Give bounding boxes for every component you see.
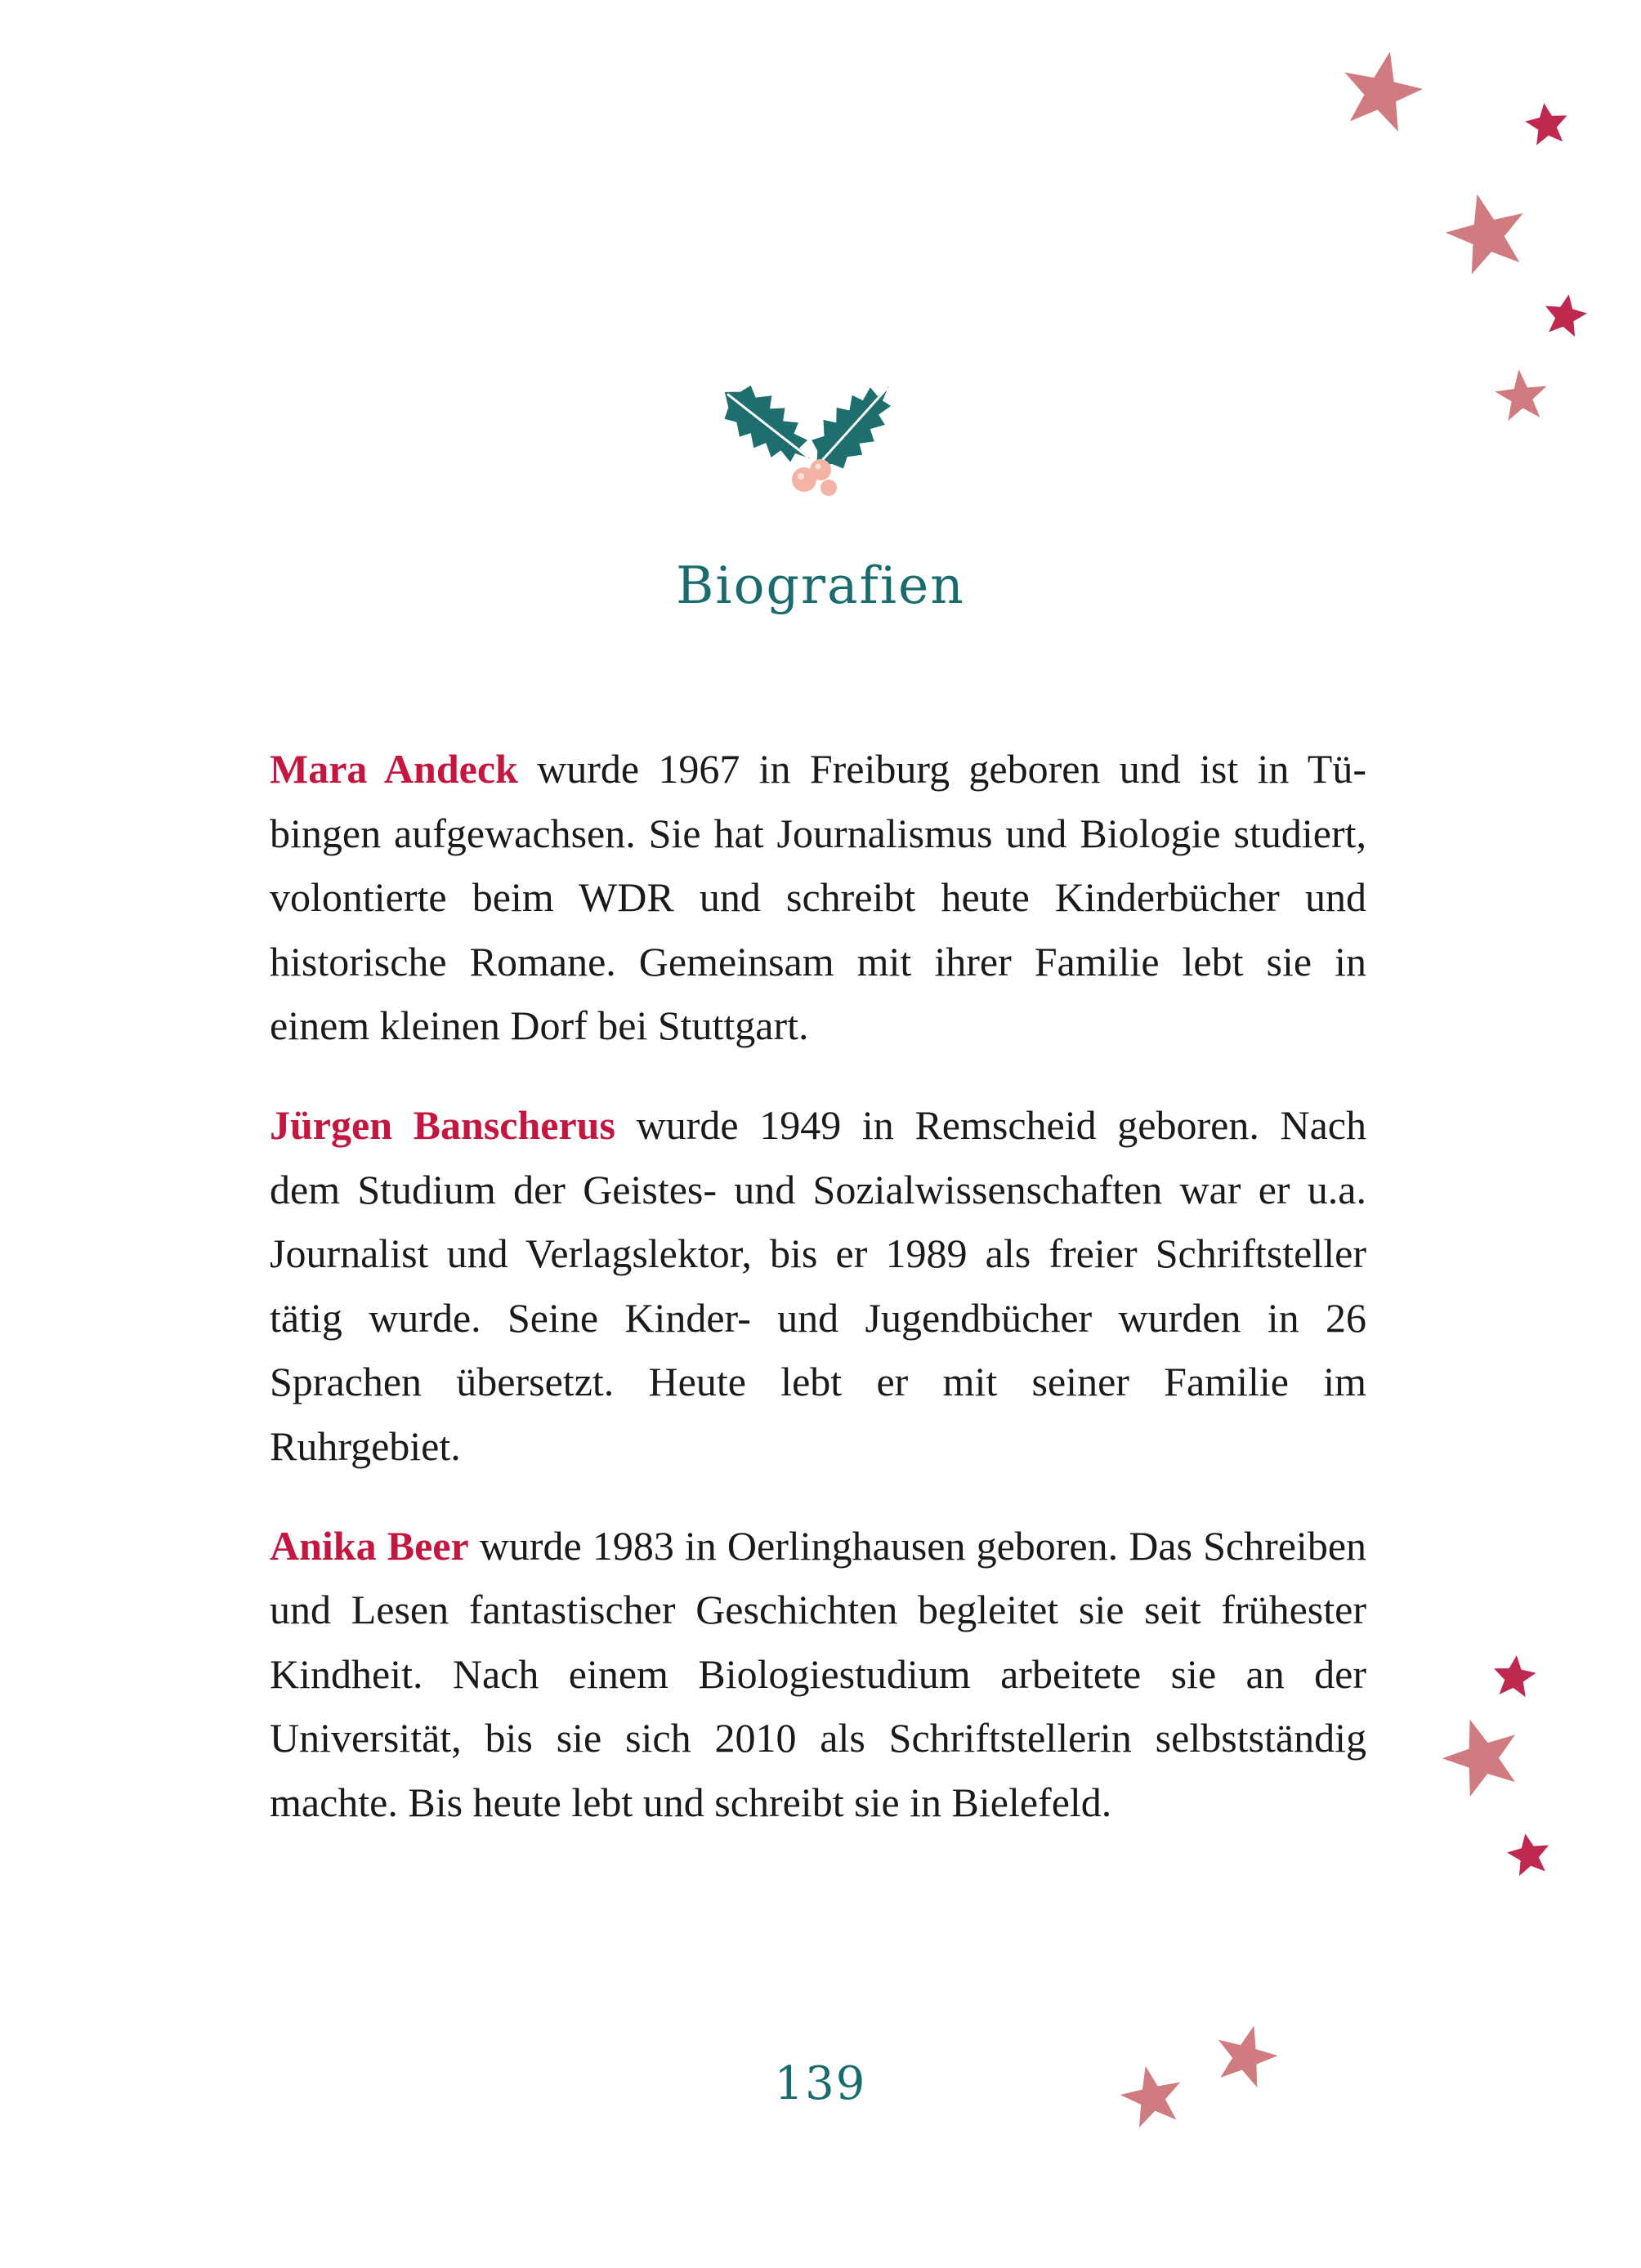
biography-entry — [270, 1093, 1366, 1479]
star-icon — [1445, 193, 1530, 278]
biography-text: wurde 1949 in Remscheid geboren. Nach dem Studium der Geistes- und Sozialwissenschaften war er u.a. Journalist und Verlagslektor, bis er 1989 als freier Schriftsteller tätig wurde. Seine Kinder- und Jugendbücher wurden in 26 Sprachen übersetzt. Heute lebt er mit seiner Familie im Ruhrgebiet. — [270, 1101, 1366, 1469]
biography-list — [270, 737, 1366, 1870]
star-icon — [1525, 103, 1569, 147]
page-number: 139 — [774, 2057, 867, 2110]
holly-icon — [714, 372, 919, 515]
star-icon — [1494, 369, 1549, 425]
star-icon — [1543, 294, 1587, 338]
author-name: Mara Andeck — [270, 746, 518, 792]
star-icon — [1339, 51, 1424, 136]
page-title: Biografien — [676, 556, 965, 615]
biography-text: wurde 1967 in Freiburg geboren und ist in Tübingen aufgewachsen. Sie hat Journalismus und Biologie studiert, volontierte beim WDR und schreibt heute Kinderbücher und historische Romane. Gemeinsam mit ihrer Familie lebt sie in einem kleinen Dorf bei Stuttgart. — [270, 746, 1366, 1049]
biography-text: wurde 1983 in Oerlinghausen geboren. Das Schreiben und Lesen fantastischer Geschichten begleitet sie seit frühester Kindheit. Nach einem Biologiestudium arbeitete sie an der Universität, bis sie sich 2010 als Schriftstellerin selbstständig machte. Bis heute lebt und schreibt sie in Bielefeld. — [270, 1522, 1367, 1825]
star-icon — [1492, 1655, 1536, 1699]
biography-entry — [270, 737, 1366, 1058]
author-name: Anika Beer — [270, 1522, 469, 1569]
author-name: Jürgen Banscherus — [270, 1101, 615, 1148]
star-icon — [1442, 1717, 1523, 1799]
biography-entry — [270, 1514, 1366, 1835]
star-icon — [1507, 1833, 1551, 1877]
